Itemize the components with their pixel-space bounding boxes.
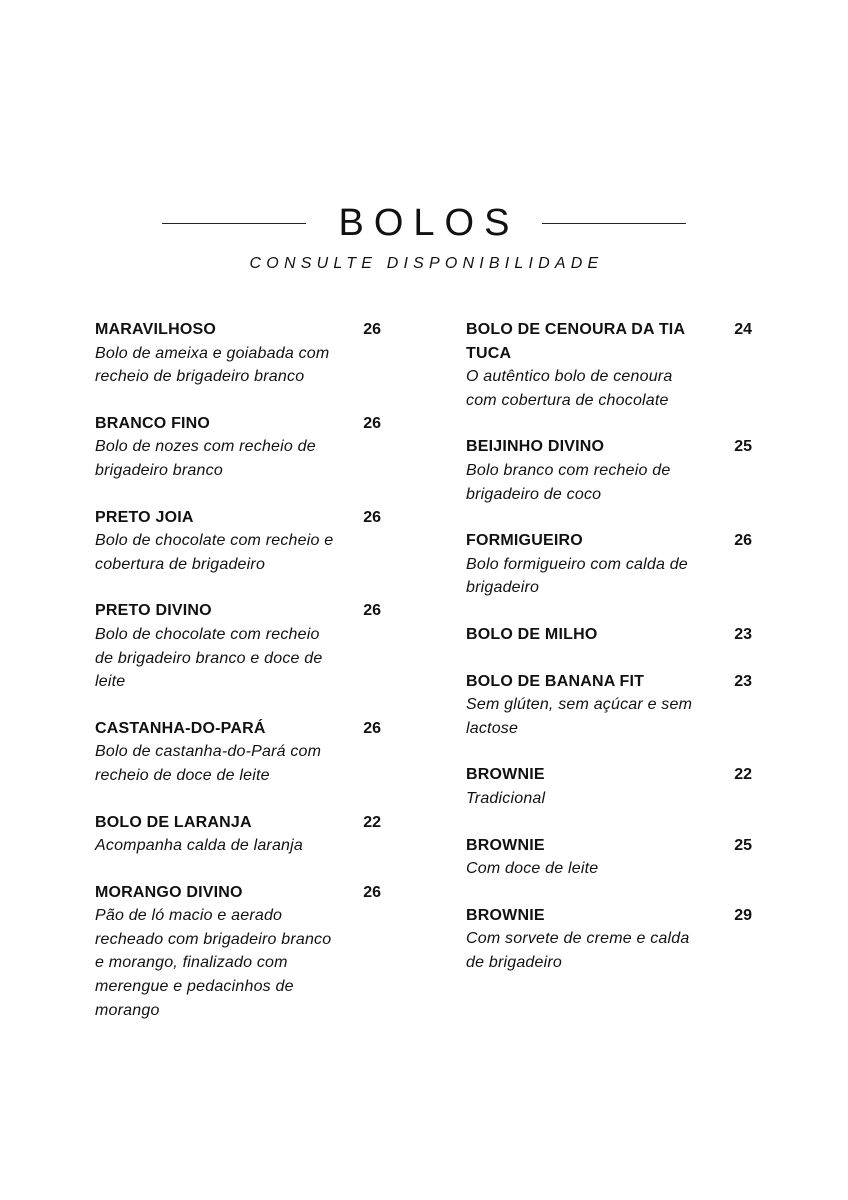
item-name: BRANCO FINO xyxy=(95,414,211,432)
item-price: 25 xyxy=(734,836,752,854)
menu-item xyxy=(466,670,756,741)
item-name: BROWNIE xyxy=(466,836,545,854)
item-name: PRETO DIVINO xyxy=(95,602,212,620)
item-price: 26 xyxy=(363,602,381,620)
title-row xyxy=(0,196,848,254)
item-price: 26 xyxy=(363,321,381,338)
item-description: O autêntico bolo de cenoura com cobertura de chocolate xyxy=(466,368,673,409)
item-price: 26 xyxy=(363,508,381,526)
menu-item xyxy=(95,506,385,577)
item-description: Bolo de castanha-do-Pará com recheio de doce de leite xyxy=(95,743,322,784)
item-description: Bolo de chocolate com recheio de brigadeiro branco e doce de leite xyxy=(95,625,323,691)
menu-item xyxy=(466,623,756,647)
menu-item xyxy=(466,435,756,506)
item-price: 26 xyxy=(734,532,752,550)
menu-item xyxy=(95,599,385,693)
item-description: Com sorvete de creme e calda de brigadeiro xyxy=(466,930,690,971)
menu-item xyxy=(466,763,756,810)
item-description: Com doce de leite xyxy=(466,860,599,878)
menu-item xyxy=(95,717,385,788)
item-price: 26 xyxy=(363,414,381,432)
item-description: Sem glúten, sem açúcar e sem lactose xyxy=(466,696,693,737)
item-price: 25 xyxy=(734,438,752,456)
menu-item xyxy=(466,318,756,412)
item-name: BROWNIE xyxy=(466,766,545,784)
menu-item xyxy=(95,412,385,483)
menu-item xyxy=(95,811,385,858)
menu-column-left xyxy=(95,318,385,1022)
item-description: Bolo de ameixa e goiabada com recheio de brigadeiro branco xyxy=(95,344,330,386)
item-description: Bolo de chocolate com recheio e cobertura de brigadeiro xyxy=(95,532,334,573)
page-title: BOLOS xyxy=(338,202,520,244)
item-name: BEIJINHO DIVINO xyxy=(466,438,605,456)
item-description: Bolo de nozes com recheio de brigadeiro branco xyxy=(95,438,316,479)
menu-column-right xyxy=(466,318,756,974)
item-description: Acompanha calda de laranja xyxy=(95,837,304,855)
item-name: BROWNIE xyxy=(466,906,545,924)
item-name: MARAVILHOSO xyxy=(95,321,217,338)
menu-header xyxy=(0,196,848,274)
item-description: Pão de ló macio e aerado recheado com brigadeiro branco e morango, finalizado com merengue e pedacinhos de morango xyxy=(95,907,332,1019)
menu-item xyxy=(95,881,385,1023)
item-price: 24 xyxy=(734,321,752,338)
item-name: BOLO DE LARANJA xyxy=(95,813,252,831)
item-price: 22 xyxy=(363,813,381,831)
item-price: 29 xyxy=(734,906,752,924)
item-price: 23 xyxy=(734,625,752,643)
item-name: BOLO DE MILHO xyxy=(466,625,598,643)
menu-item xyxy=(466,834,756,881)
item-price: 26 xyxy=(363,883,381,901)
item-name: BOLO DE BANANA FIT xyxy=(466,672,645,690)
page-subtitle: CONSULTE DISPONIBILIDADE xyxy=(249,255,604,272)
item-description: Tradicional xyxy=(466,789,546,807)
item-description: Bolo branco com recheio de brigadeiro de coco xyxy=(466,461,671,503)
menu-item xyxy=(95,318,385,389)
item-description: Bolo formigueiro com calda de brigadeiro xyxy=(466,555,688,597)
item-price: 22 xyxy=(734,766,752,784)
title-divider-right xyxy=(542,223,686,224)
item-name: CASTANHA-DO-PARÁ xyxy=(95,719,266,737)
item-name: MORANGO DIVINO xyxy=(95,883,243,901)
menu-item xyxy=(466,529,756,600)
menu-item xyxy=(466,904,756,975)
item-name: FORMIGUEIRO xyxy=(466,532,583,550)
item-price: 23 xyxy=(734,672,752,690)
item-name: BOLO DE CENOURA DA TIA TUCA xyxy=(466,321,685,362)
item-price: 26 xyxy=(363,719,381,737)
item-name: PRETO JOIA xyxy=(95,508,194,526)
